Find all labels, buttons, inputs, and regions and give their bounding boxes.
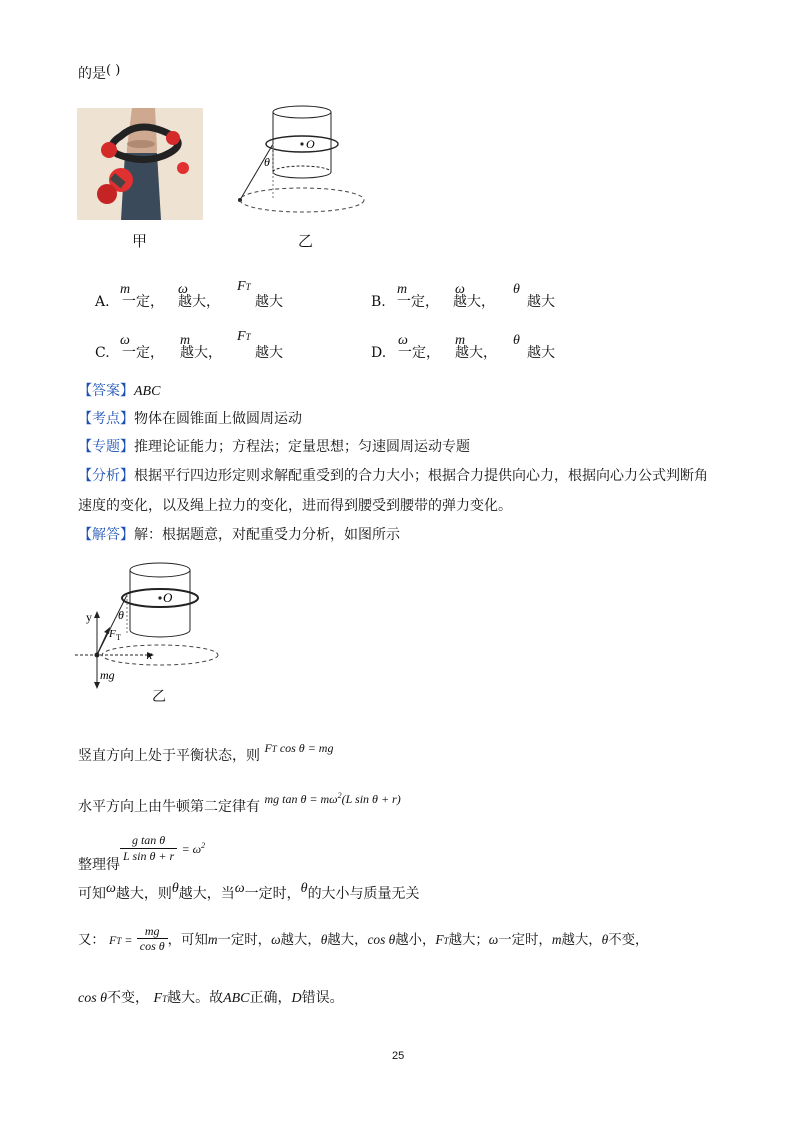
eq3-fraction: $\frac{\text{g tan θ}}{\text{L sin θ + r}}$ bbox=[120, 834, 177, 863]
option-text: 一定， bbox=[122, 294, 164, 310]
option-var: ω bbox=[398, 333, 408, 348]
hula-hoop-photo bbox=[77, 108, 203, 220]
option-text: 越大， bbox=[453, 294, 495, 310]
photo-illustration bbox=[77, 108, 203, 220]
option-var: m bbox=[455, 333, 466, 348]
zhuanti-text: 推理论证能力；方程法；定量思想；匀速圆周运动专题 bbox=[134, 439, 470, 455]
fenxi-tag: 【分析】 bbox=[78, 468, 134, 484]
option-letter: B. bbox=[371, 294, 386, 310]
option-text: 越大 bbox=[527, 345, 555, 361]
theta-label: θ bbox=[118, 608, 124, 622]
fenxi-line-2: 速度的变化，以及绳上拉力的变化，进而得到腰受到腰带的弹力变化。 bbox=[78, 498, 512, 514]
option-var: ω bbox=[455, 282, 465, 297]
point-O-label: O bbox=[163, 590, 173, 605]
figure-label-yi: 乙 bbox=[298, 232, 314, 250]
conclusion-line-2: 又： FT = $\frac{mg}{\text{cos θ}}$ ，可知m一定时，ω越大，θ越大，cos θ越小，FT越大；ω一定时，m越大，θ不变， bbox=[78, 924, 649, 953]
option-var: m bbox=[397, 282, 408, 297]
option-var: m bbox=[180, 333, 191, 348]
equation-vertical bbox=[78, 741, 334, 764]
answer-blank: ( ) bbox=[106, 63, 121, 78]
option-var: θ bbox=[513, 282, 520, 297]
option-var: FT bbox=[237, 329, 251, 344]
equation-horizontal bbox=[78, 791, 401, 815]
figure-label-yi-2: 乙 bbox=[152, 689, 166, 705]
cylinder-cone-diagram bbox=[228, 100, 368, 220]
gravity-label: mg bbox=[100, 668, 115, 682]
fenxi-text: 根据平行四边形定则求解配重受到的合力大小；根据合力提供向心力，根据向心力公式判断角 bbox=[134, 468, 708, 484]
stem-text: 的是 bbox=[78, 66, 106, 82]
conclusion-line-3: cos θ不变， FT越大。故ABC正确，D错误。 bbox=[78, 990, 344, 1006]
eq2-math: mg $\tan \theta = m\omega^2(L$ sin θ + r) bbox=[264, 791, 401, 806]
option-var: ω bbox=[120, 333, 130, 348]
eq1-text: 竖直方向上处于平衡状态，则 bbox=[78, 748, 260, 764]
eq3-text: 整理得 bbox=[78, 857, 120, 873]
force-diagram bbox=[70, 555, 230, 705]
eq1-math: FT cos θ = mg bbox=[264, 741, 334, 755]
option-text: 越大， bbox=[178, 294, 220, 310]
option-text: 越大， bbox=[455, 345, 497, 361]
figure-label-jia: 甲 bbox=[132, 232, 148, 250]
option-letter: D. bbox=[371, 345, 387, 361]
tension-subscript: T bbox=[116, 633, 121, 642]
zhuanti-tag: 【专题】 bbox=[78, 439, 134, 455]
ft-fraction: $\frac{mg}{\text{cos θ}}$ bbox=[137, 925, 168, 952]
option-text: 越大 bbox=[255, 345, 283, 361]
option-text: 越大， bbox=[180, 345, 222, 361]
kaodian-line bbox=[78, 412, 302, 426]
kaodian-text: 物体在圆锥面上做圆周运动 bbox=[134, 411, 302, 427]
conclusion-line-1: 可知ω越大，则θ越大，当ω一定时，θ的大小与质量无关 bbox=[78, 881, 420, 902]
zhuanti-line bbox=[78, 440, 470, 454]
point-O-label: O bbox=[306, 137, 315, 151]
theta-label: θ bbox=[264, 155, 270, 169]
x-axis-label: x bbox=[147, 648, 153, 662]
option-text: 越大 bbox=[527, 294, 555, 310]
option-text: 越大 bbox=[255, 294, 283, 310]
jieda-line bbox=[78, 528, 400, 542]
option-var: θ bbox=[513, 333, 520, 348]
option-var: ω bbox=[178, 282, 188, 297]
eq3-rhs: = $\omega^2$ bbox=[181, 840, 206, 856]
option-letter: A. bbox=[95, 294, 110, 310]
ft-formula: FT = bbox=[109, 933, 133, 947]
jieda-tag: 【解答】 bbox=[78, 527, 134, 543]
jieda-text: 解：根据题意，对配重受力分析，如图所示 bbox=[134, 527, 400, 543]
option-var: m bbox=[120, 282, 131, 297]
option-letter: C. bbox=[95, 345, 110, 361]
option-text: 一定， bbox=[122, 345, 164, 361]
answer-tag: 【答案】 bbox=[78, 383, 134, 399]
fenxi-line-1 bbox=[78, 469, 708, 483]
option-text: 一定， bbox=[397, 294, 439, 310]
eq2-text: 水平方向上由牛顿第二定律有 bbox=[78, 799, 260, 815]
tension-label: F bbox=[109, 628, 116, 640]
answer-value: ABC bbox=[134, 384, 161, 399]
kaodian-tag: 【考点】 bbox=[78, 411, 134, 427]
option-text: 一定， bbox=[398, 345, 440, 361]
question-stem-tail bbox=[78, 64, 120, 81]
option-var: FT bbox=[237, 279, 251, 294]
page-number: 25 bbox=[392, 1050, 405, 1062]
answer-line bbox=[78, 384, 160, 399]
y-axis-label: y bbox=[86, 610, 92, 624]
